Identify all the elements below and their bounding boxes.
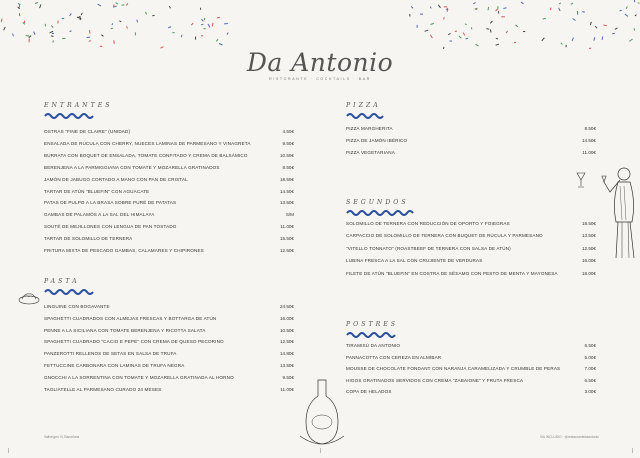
confetti-piece — [490, 29, 492, 32]
menu-item-name: TARTAR DE SOLOMILLO DE TERNERA — [44, 236, 133, 242]
confetti-piece — [204, 18, 205, 21]
confetti-piece — [465, 23, 467, 25]
section-title-postres: POSTRES — [346, 321, 399, 328]
confetti-piece — [51, 25, 54, 28]
confetti-piece — [24, 21, 25, 23]
menu-item-name: FILETE DE ATÚN "BLUEFIN" EN COSTRA DE SÉSAMO CON PESTO DE MENTA Y MAYONESA — [346, 270, 558, 276]
menu-item-price: 6.50€ — [584, 343, 596, 348]
menu-item-name: OSTRAS "FINE DE CLAIRE" (UNIDAD) — [44, 129, 131, 134]
crop-mark — [320, 448, 321, 453]
confetti-piece — [69, 13, 72, 16]
menu-item-name: PANNACOTTA CON CEREZA EN ALMÍBAR — [346, 354, 442, 360]
confetti-piece — [169, 6, 171, 9]
confetti-piece — [204, 28, 206, 29]
confetti-piece — [521, 2, 524, 5]
confetti-piece — [201, 19, 204, 22]
menu-item-name: PENNE A LA SICILIANA CON TOMATE BERENJENA Y RICOTTA SALATA — [44, 327, 206, 333]
confetti-piece — [602, 36, 603, 39]
menu-item-name: JAMÓN DE JABUGO CORTADO A MANO CON PAN DE CRISTAL — [44, 176, 188, 182]
menu-item-name: PIZZA MARGHERITA — [346, 126, 393, 131]
confetti-piece — [12, 33, 14, 36]
menu-item-price: 8.50€ — [282, 164, 294, 170]
menu-item-name: PIZZA VEGETARIANA — [346, 150, 395, 156]
confetti-piece — [216, 39, 218, 42]
confetti-piece — [430, 6, 432, 8]
confetti-piece — [18, 3, 21, 5]
menu-item-name: ENSALADA DE RUCULA CON CHERRY, NUECES LAMINAS DE PARMESANO Y VINAGRETA — [44, 140, 251, 146]
menu-item-price: 7.00€ — [584, 366, 596, 372]
confetti-piece — [111, 28, 113, 29]
menu-item-name: LINGUINE CON BOGAVANTE — [44, 304, 110, 309]
confetti-piece — [615, 28, 618, 30]
confetti-piece — [49, 31, 53, 33]
menu-item-price: S/M — [285, 212, 294, 218]
confetti-piece — [550, 8, 552, 11]
confetti-piece — [595, 26, 598, 29]
menu-item-price: 3.00€ — [584, 389, 596, 395]
confetti-piece — [572, 18, 576, 21]
confetti-piece — [136, 20, 138, 23]
confetti-piece — [582, 11, 585, 12]
confetti-piece — [603, 25, 607, 27]
confetti-piece — [634, 28, 635, 31]
confetti-piece — [634, 0, 635, 2]
confetti-piece — [541, 38, 544, 42]
confetti-piece — [121, 4, 124, 5]
footer-address: Valhergen Vi, Barcelona — [44, 435, 80, 439]
confetti-piece — [455, 31, 457, 32]
confetti-piece — [200, 8, 201, 10]
menu-item-price: 12.50€ — [279, 339, 294, 345]
confetti-piece — [486, 28, 489, 30]
menu-item-name: GAMBAS DE PALAMÓS A LA SAL DEL HIMALAYA — [44, 212, 155, 218]
crop-mark — [8, 448, 9, 453]
menu-item-name: TARTAR DE ATÚN "BLUEFIN" CON AGUACATE — [44, 188, 150, 194]
confetti-piece — [465, 38, 468, 40]
confetti-piece — [89, 30, 90, 34]
confetti-piece — [590, 22, 592, 26]
confetti-piece — [447, 8, 448, 12]
confetti-piece — [115, 2, 118, 4]
confetti-piece — [572, 38, 574, 42]
confetti-piece — [26, 35, 30, 36]
crop-mark — [632, 448, 633, 453]
menu-item-name: SPAGHETTI CUADRADOS CON ALMEJAS FRESCAS Y BOTTARGA DE ATÚN — [44, 315, 217, 321]
bottle-illustration — [298, 378, 348, 450]
menu-item-price: 18.50€ — [581, 221, 596, 226]
wave-divider — [346, 112, 386, 119]
confetti-piece — [430, 35, 433, 39]
confetti-piece — [487, 7, 489, 11]
confetti-piece — [514, 42, 516, 44]
menu-item-price: 12.50€ — [279, 248, 294, 253]
confetti-piece — [543, 18, 546, 20]
confetti-piece — [45, 24, 46, 27]
wave-divider — [346, 331, 398, 338]
confetti-piece — [119, 20, 121, 22]
confetti-piece — [52, 33, 54, 34]
confetti-piece — [571, 3, 574, 5]
menu-item-price: 15.50€ — [279, 236, 294, 242]
confetti-piece — [201, 24, 204, 26]
confetti-piece — [638, 2, 640, 3]
menu-item-name: "VITELLO TONNATO" (ROASTBEEF DE TERNERA CON SALSA DE ATÚN) — [346, 245, 511, 251]
menu-item-name: BURRATA CON BOQUET DE ENSALADA, TOMATE CONFITADO Y CREMA DE BALSÁMICO — [44, 152, 248, 158]
confetti-piece — [145, 12, 147, 15]
confetti-piece — [619, 10, 622, 12]
confetti-piece — [506, 31, 508, 34]
menu-item-price: 13.50€ — [279, 200, 294, 206]
menu-item-price: 13.50€ — [581, 233, 596, 239]
confetti-piece — [424, 30, 428, 32]
section-title-segundos: SEGUNDOS — [346, 199, 409, 206]
confetti-piece — [81, 13, 83, 16]
confetti-piece — [100, 46, 103, 47]
menu-item-price: 16.00€ — [581, 258, 596, 264]
confetti-piece — [566, 45, 567, 47]
confetti-piece — [126, 26, 128, 28]
menu-item-name: FETTUCCINE CARBONARA CON LAMINAS DE TRUFA NEGRA — [44, 363, 185, 368]
menu-item-name: TIRAMISÚ DA ANTONIO — [346, 343, 401, 348]
menu-item-name: SPAGHETTI CUADRADO "CACIO E PEPE" CON CREMA DE QUESO PECORINO — [44, 339, 224, 345]
menu-item-price: 6.50€ — [584, 377, 596, 383]
confetti-piece — [497, 6, 498, 9]
confetti-piece — [449, 40, 452, 41]
menu-item-price: 8.50€ — [584, 126, 596, 131]
confetti-piece — [559, 2, 561, 4]
menu-item-name: COPA DE HELADOS — [346, 389, 392, 395]
menu-item-price: 10.50€ — [279, 152, 294, 158]
section-title-pizza: PIZZA — [346, 102, 381, 109]
confetti-piece — [448, 33, 451, 35]
section-title-pasta: PASTA — [44, 278, 80, 285]
waiter-illustration — [598, 162, 640, 262]
confetti-piece — [495, 9, 498, 12]
confetti-piece — [172, 32, 174, 33]
menu-item-price: 5.00€ — [584, 354, 596, 360]
confetti-piece — [496, 38, 498, 39]
confetti-piece — [101, 34, 104, 36]
menu-item-price: 11.00€ — [280, 224, 294, 230]
confetti-piece — [577, 11, 578, 15]
confetti-piece — [19, 13, 20, 16]
menu-item-name: HIGOS GRATINADOS SERVIDOS CON CREMA "ZABAIONE" Y FRUTA FRESCA — [346, 377, 524, 383]
confetti-piece — [635, 14, 637, 16]
confetti-piece — [168, 26, 171, 28]
confetti-piece — [612, 33, 615, 34]
confetti-piece — [463, 32, 465, 35]
menu-item-name: SOUTÉ DE MEJILLONES CON LENGUA DE PAN TOSTADO — [44, 224, 177, 230]
confetti-piece — [498, 11, 499, 14]
menu-item-price: 4.50€ — [282, 129, 294, 134]
confetti-piece — [89, 40, 92, 42]
menu-item-price: 14.50€ — [581, 138, 596, 144]
confetti-piece — [475, 44, 478, 47]
menu-item-name: MOUSSE DE CHOCOLATE FONDANT CON NARANJA CARAMELIZADA Y CRUMBLE DE PERAS — [346, 366, 561, 372]
confetti-piece — [152, 15, 154, 16]
menu-item-price: 9.50€ — [282, 140, 294, 146]
confetti-piece — [217, 17, 220, 19]
confetti-piece — [181, 35, 183, 38]
confetti-piece — [112, 23, 114, 25]
menu-item-name: FRITURA MIXTA DE PESCADO GAMBAS, CALAMARES Y CHIPIRONES — [44, 248, 204, 253]
confetti-piece — [473, 2, 476, 4]
menu-item-price: 11.00€ — [280, 386, 294, 392]
confetti-piece — [86, 37, 90, 39]
wine-glass-icon — [576, 172, 586, 188]
confetti-piece — [135, 32, 136, 35]
confetti-piece — [430, 23, 434, 25]
confetti-piece — [629, 39, 633, 42]
confetti-piece — [443, 17, 445, 19]
confetti-piece — [126, 3, 128, 6]
menu-item-price: 11.00€ — [582, 150, 596, 156]
section-title-entrantes: ENTRANTES — [44, 102, 113, 109]
menu-item-name: LUBINA FRESCA A LA SAL CON CRUJIENTE DE VERDURAS — [346, 258, 483, 264]
confetti-piece — [207, 24, 210, 28]
confetti-piece — [515, 24, 518, 27]
menu-item-name: PIZZA DE JAMÓN IBÉRICO — [346, 138, 408, 144]
confetti-piece — [33, 31, 35, 35]
confetti-piece — [219, 43, 223, 45]
confetti-piece — [409, 14, 410, 17]
menu-item-name: PANZEROTTI RELLENOS DE SETAS EN SALSA DE TRUFA — [44, 351, 177, 357]
wave-divider — [44, 288, 96, 295]
wave-divider — [44, 112, 96, 119]
menu-item-price: 10.50€ — [279, 327, 294, 333]
menu-item-name: TAGLIATELLE AL PARMESANO CURADO 24 MESES — [44, 386, 162, 392]
confetti-piece — [490, 21, 493, 24]
confetti-piece — [51, 35, 54, 37]
confetti-piece — [593, 37, 595, 41]
menu-item-price: 18.00€ — [581, 270, 596, 276]
confetti-piece — [227, 32, 229, 34]
confetti-piece — [626, 6, 628, 9]
confetti-piece — [1, 19, 3, 22]
menu-item-price: 14.80€ — [279, 351, 294, 357]
confetti-piece — [471, 27, 472, 29]
menu-item-price: 12.50€ — [581, 245, 596, 251]
confetti-piece — [444, 6, 447, 7]
menu-item-name: BERENJENA A LA PARMIGGIANA CON TOMATE Y MOZARELLA GRATINADOS — [44, 164, 220, 170]
confetti-piece — [201, 35, 203, 36]
menu-item-name: SOLOMILLO DE TERNERA CON REDUCCIÓN DE OPORTO Y FOIEGRAS — [346, 221, 510, 226]
menu-item-price: 18.50€ — [279, 176, 294, 182]
confetti-piece — [212, 23, 214, 27]
confetti-piece — [69, 30, 71, 32]
confetti-piece — [411, 6, 414, 9]
confetti-piece — [62, 18, 65, 19]
restaurant-logo: Da Antonio — [246, 48, 394, 77]
confetti-piece — [561, 43, 563, 45]
confetti-piece — [3, 27, 6, 31]
confetti-piece — [625, 14, 629, 17]
confetti-piece — [438, 5, 441, 9]
confetti-piece — [35, 2, 38, 4]
confetti-piece — [57, 21, 58, 24]
confetti-piece — [503, 7, 506, 9]
wave-divider — [346, 209, 416, 216]
confetti-piece — [97, 4, 101, 7]
confetti-piece — [420, 14, 423, 15]
menu-item-price: 9.50€ — [282, 374, 294, 380]
confetti-piece — [224, 23, 228, 24]
confetti-piece — [29, 39, 30, 43]
confetti-piece — [558, 8, 560, 12]
confetti-piece — [191, 23, 194, 26]
menu-item-price: 14.50€ — [279, 188, 294, 194]
confetti-piece — [113, 40, 114, 43]
confetti-piece — [501, 16, 505, 17]
menu-item-name: PATAS DE PULPO A LA BRASA SOBRE PURÉ DE PATATAS — [44, 200, 177, 206]
restaurant-tagline: RISTORANTE · COCKTAILS · BAR — [269, 77, 371, 81]
menu-item-name: GNOCCHI A LA SORRENTINA CON TOMATE Y MOZARELLA GRATINADA AL HORNO — [44, 374, 234, 380]
confetti-piece — [523, 31, 525, 32]
confetti-piece — [458, 36, 461, 39]
confetti-piece — [19, 5, 20, 7]
menu-item-price: 13.50€ — [279, 363, 294, 368]
confetti-piece — [39, 4, 41, 8]
confetti-piece — [52, 40, 54, 42]
confetti-piece — [62, 38, 65, 39]
menu-item-price: 24.50€ — [279, 304, 294, 309]
menu-item-price: 16.00€ — [279, 315, 294, 321]
confetti-piece — [496, 44, 500, 46]
pasta-plate-illustration — [18, 291, 40, 305]
footer-note: IVA INCLUIDO · @restaurantedaantonio — [540, 435, 599, 439]
menu-item-name: CARPACCIO DE SOLOMILLO DE TERNERA CON BUQUET DE RÚCULA Y PARMESANO — [346, 233, 543, 239]
confetti-piece — [417, 25, 418, 28]
confetti-piece — [195, 37, 196, 40]
